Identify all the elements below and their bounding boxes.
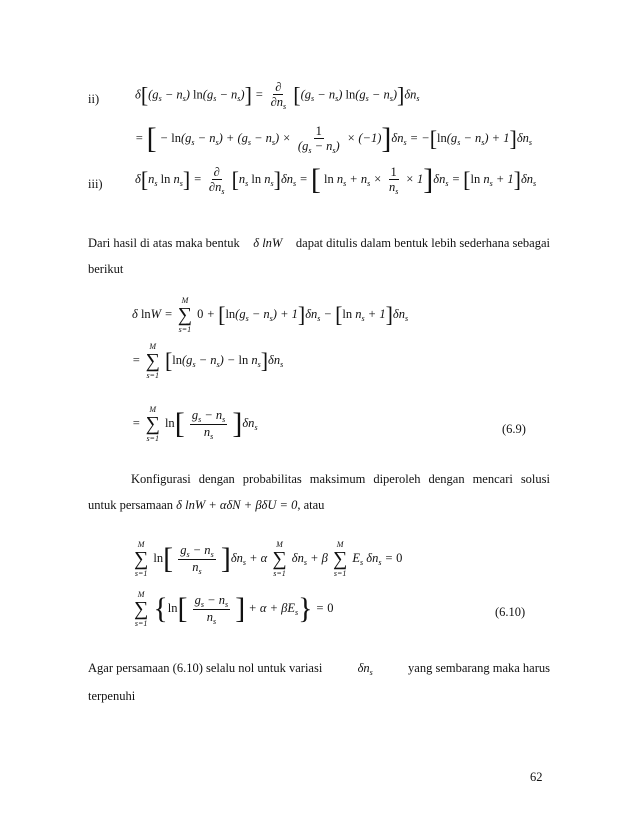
equation-ii-line2: = [ − $\ln(g_s - n_s) + (g_s - n_s)$ × $\frac{1}{(g_s - n_s)}$ × $(-1)]\delta n_s = -[\ln(g_s - n_s) + 1]\delta n_s$ xyxy=(135,122,532,155)
equation-6-10: M ∑ s=1 {ln[ $\frac{g_s - n_s}{n_s}$ ] + $\alpha + \beta E_s\} = 0$ xyxy=(134,590,334,628)
paragraph-3-text-b: yang sembarang maka harus xyxy=(408,661,550,675)
equation-number-6-10: (6.10) xyxy=(495,605,526,619)
paragraph-3-math: $\delta n_s$ xyxy=(357,661,373,677)
label-ii: ii) xyxy=(88,92,100,106)
paragraph-3-line2: terpenuhi xyxy=(88,689,136,703)
page-number: 62 xyxy=(530,770,543,784)
paragraph-2 xyxy=(88,466,550,518)
equation-number-6-9: (6.9) xyxy=(502,422,526,436)
equation-6-9: = M ∑ s=1 ln[ $\frac{g_s - n_s}{n_s}$ ]$\delta n_s$ xyxy=(132,405,258,443)
paragraph-1-text-b: dapat ditulis dalam bentuk lebih sederhana sebagai xyxy=(295,236,550,250)
paragraph-1 xyxy=(88,230,550,282)
equation-delta-lnW-step2: = M ∑ s=1 $[\ln(g_s - n_s) - \ln n_s]\delta n_s$ xyxy=(132,342,284,380)
paragraph-3 xyxy=(88,655,550,709)
paragraph-3-text-a: Agar persamaan (6.10) selalu nol untuk variasi xyxy=(88,661,323,675)
paragraph-2-text-b: , atau xyxy=(297,498,325,512)
paragraph-1-text-a: Dari hasil di atas maka bentuk xyxy=(88,236,240,250)
label-iii: iii) xyxy=(88,177,103,191)
equation-ii-line1: $\delta[(g_s - n_s) \ln(g_s - n_s)]$ = $\frac{\partial}{\partial n_s}$ $[(g_s - n_s) \ln(g_s - n_s)]\delta n_s$ xyxy=(135,80,420,111)
paragraph-2-text-a: untuk persamaan xyxy=(88,498,174,512)
paragraph-2-math: δ lnW + αδN + βδU = 0 xyxy=(176,498,298,512)
equation-condition: M ∑ s=1 ln[ $\frac{g_s - n_s}{n_s}$ ]$\delta n_s + \alpha$ M ∑ s=1 $\delta n_s + \beta$ M ∑ s=1 $E_s$ $\delta n_s = 0$ xyxy=(134,540,403,578)
equation-delta-lnW: δ lnW = M ∑ s=1 $0 + [\ln(g_s - n_s) + 1]\delta n_s - [\ln$ $n_s + 1]\delta n_s$ xyxy=(132,296,409,334)
paragraph-2-line1: Konfigurasi dengan probabilitas maksimum diperoleh dengan mencari solusi xyxy=(131,472,550,486)
equation-iii: $\delta[n_s$ $\ln n_s$] = $\frac{\partial}{\partial n_s}$ [$n_s$ $\ln n_s]\delta n_s$ = [ $\ln n_s + n_s$ × $\frac{1}{n_s}$ × $1]\delta n_s = [\ln$ $n_s + 1]\delta n_s$ xyxy=(135,163,537,196)
paragraph-1-math: δ lnW xyxy=(253,236,283,250)
paragraph-1-line2: berikut xyxy=(88,262,124,276)
